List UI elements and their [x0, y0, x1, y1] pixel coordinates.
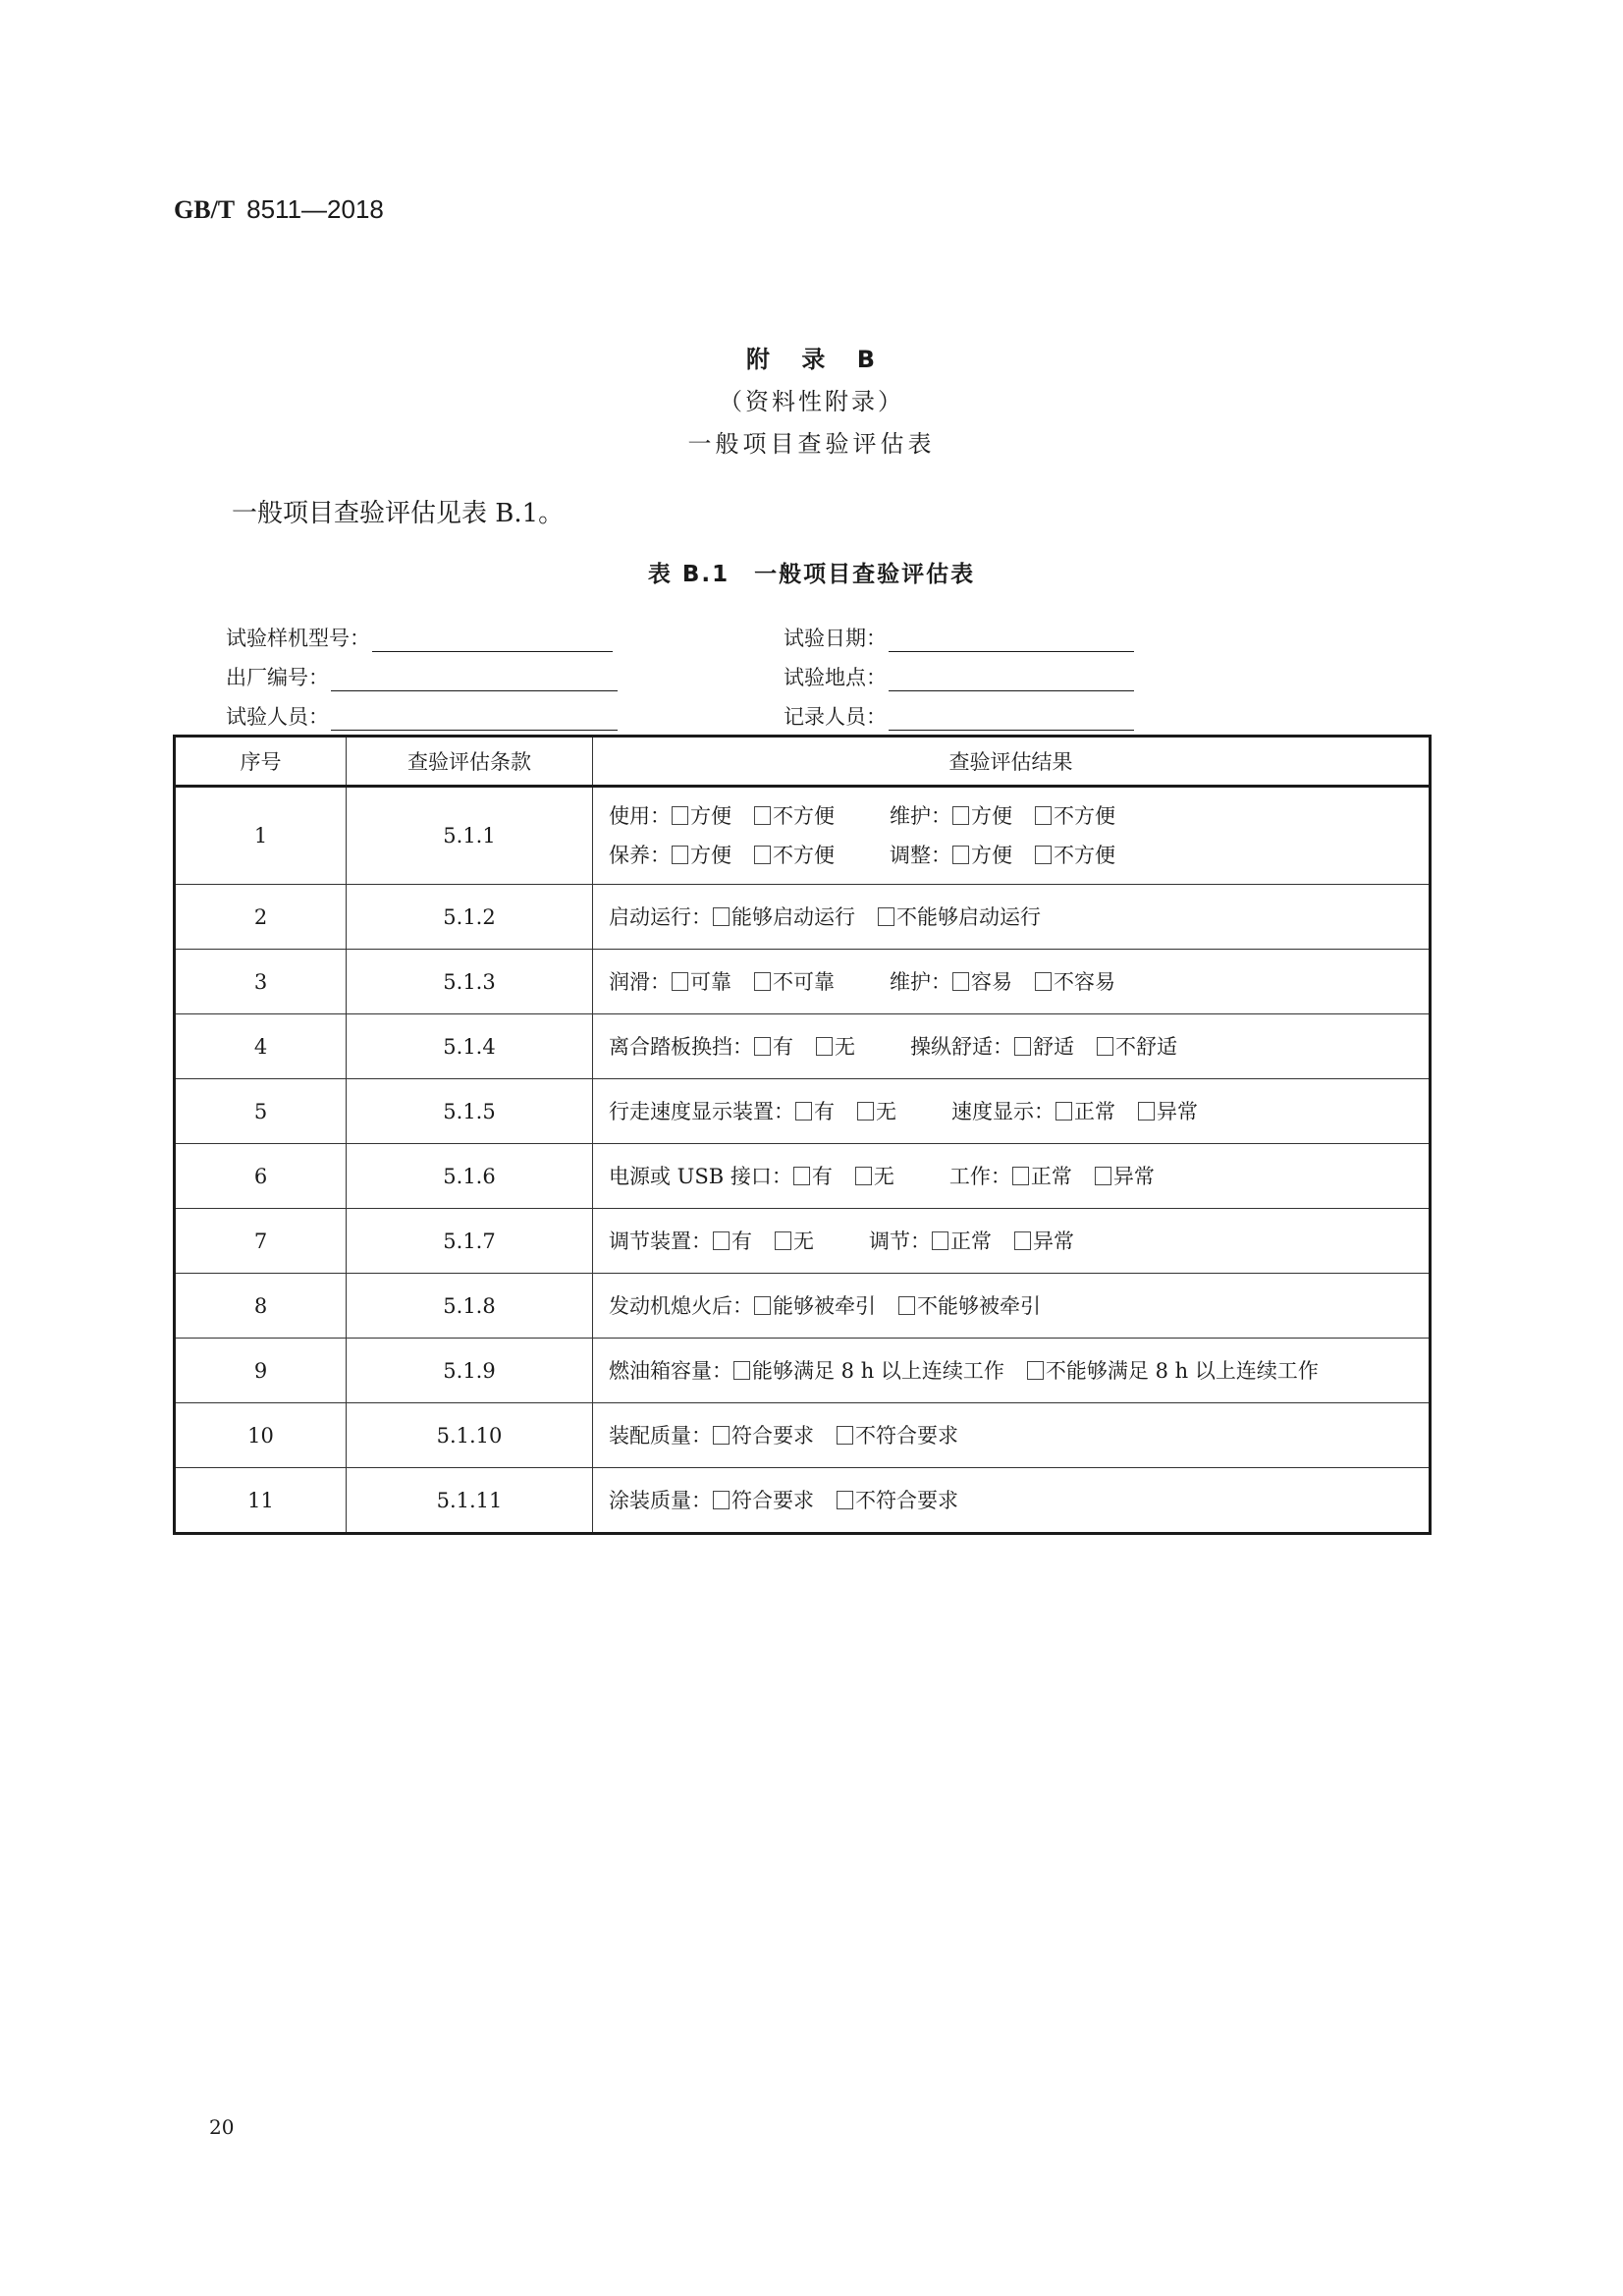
checkbox-option[interactable] [836, 1424, 958, 1448]
result-item-label: 使用： [609, 804, 671, 828]
checkbox-option-label: 不方便 [773, 844, 835, 867]
field-sample-model[interactable] [226, 625, 613, 652]
row-number: 5 [175, 1079, 347, 1144]
checkbox-option[interactable] [931, 1230, 992, 1253]
checkbox-icon[interactable] [713, 1491, 730, 1509]
checkbox-option[interactable] [753, 1035, 793, 1059]
checkbox-option[interactable] [1013, 1035, 1074, 1059]
row-clause: 5.1.2 [347, 885, 593, 950]
checkbox-option-label: 无 [793, 1229, 814, 1253]
checkbox-option[interactable] [671, 844, 731, 867]
checkbox-icon[interactable] [837, 1426, 853, 1445]
row-result [593, 787, 1431, 885]
checkbox-icon[interactable] [713, 1231, 730, 1250]
checkbox-option-label: 不能够启动运行 [896, 904, 1041, 929]
checkbox-option-label: 无 [873, 1164, 894, 1188]
checkbox-option[interactable] [794, 1100, 835, 1123]
checkbox-icon[interactable] [754, 1296, 771, 1315]
checkbox-option-label: 不符合要求 [855, 1423, 958, 1448]
field-blank[interactable] [889, 628, 1134, 652]
checkbox-option-label: 方便 [971, 804, 1012, 828]
checkbox-option-label: 舒适 [1033, 1034, 1074, 1059]
result-item-label: 行走速度显示装置： [609, 1099, 794, 1123]
checkbox-icon[interactable] [672, 806, 688, 825]
row-clause: 5.1.8 [347, 1274, 593, 1339]
row-number: 9 [175, 1339, 347, 1403]
row-clause: 5.1.9 [347, 1339, 593, 1403]
checkbox-option[interactable] [712, 1489, 814, 1512]
checkbox-option-label: 不可靠 [773, 969, 835, 994]
checkbox-option[interactable] [774, 1230, 814, 1253]
result-item-label: 润滑： [609, 969, 671, 994]
checkbox-option-label: 正常 [1030, 1164, 1072, 1188]
row-number: 1 [175, 787, 347, 885]
checkbox-icon[interactable] [952, 846, 969, 864]
checkbox-icon[interactable] [837, 1491, 853, 1509]
checkbox-icon[interactable] [793, 1167, 810, 1185]
table-row [175, 885, 1431, 950]
checkbox-option[interactable] [712, 1424, 814, 1448]
table-row [175, 1209, 1431, 1274]
annex-type: （资料性附录） [719, 388, 904, 415]
checkbox-option-label: 不能够满足 8 h 以上连续工作 [1045, 1358, 1319, 1383]
field-label: 试验样机型号： [226, 627, 370, 650]
result-item-label: 涂装质量： [609, 1488, 712, 1512]
row-number: 2 [175, 885, 347, 950]
checkbox-option[interactable] [1034, 970, 1115, 994]
table-caption: 表 B.1 一般项目查验评估表 [647, 562, 976, 587]
checkbox-option[interactable] [815, 1035, 855, 1059]
checkbox-icon[interactable] [795, 1102, 812, 1121]
checkbox-option[interactable] [792, 1165, 833, 1188]
standard-prefix: GB/T [174, 195, 236, 224]
checkbox-option-label: 不方便 [773, 804, 835, 828]
table-row [175, 1079, 1431, 1144]
checkbox-option-label: 有 [773, 1034, 793, 1059]
checkbox-option-label: 异常 [1033, 1229, 1074, 1253]
checkbox-option[interactable] [1013, 1230, 1074, 1253]
checkbox-option[interactable] [712, 905, 855, 929]
checkbox-option[interactable] [1026, 1359, 1319, 1383]
checkbox-option-label: 符合要求 [731, 1488, 814, 1512]
page-number: 20 [209, 2115, 235, 2139]
checkbox-option[interactable] [836, 1489, 958, 1512]
result-item-label: 保养： [609, 844, 671, 867]
result-line [609, 1286, 1429, 1326]
table-row [175, 787, 1431, 885]
checkbox-option[interactable] [732, 1359, 1004, 1383]
checkbox-icon[interactable] [754, 846, 771, 864]
table-row [175, 1468, 1431, 1534]
result-item-label: 调节装置： [609, 1229, 712, 1253]
checkbox-option-label: 能够启动运行 [731, 904, 855, 929]
field-blank[interactable] [331, 706, 618, 731]
checkbox-icon[interactable] [855, 1167, 872, 1185]
result-item-label: 维护： [890, 804, 951, 828]
row-number: 11 [175, 1468, 347, 1534]
checkbox-icon[interactable] [754, 1037, 771, 1056]
result-line [609, 1416, 1429, 1455]
checkbox-option[interactable] [856, 1100, 896, 1123]
checkbox-option-label: 能够被牵引 [773, 1293, 876, 1318]
row-number: 10 [175, 1403, 347, 1468]
result-item-label: 装配质量： [609, 1423, 712, 1448]
row-number: 8 [175, 1274, 347, 1339]
table-row [175, 1274, 1431, 1339]
checkbox-option-label: 不方便 [1054, 804, 1115, 828]
result-line [609, 836, 1429, 875]
checkbox-option-label: 正常 [1074, 1099, 1115, 1123]
result-line [609, 1481, 1429, 1520]
checkbox-option[interactable] [897, 1294, 1041, 1318]
checkbox-option[interactable] [753, 1294, 876, 1318]
checkbox-option-label: 不容易 [1054, 969, 1115, 994]
checkbox-icon[interactable] [775, 1231, 791, 1250]
checkbox-option-label: 可靠 [690, 969, 731, 994]
checkbox-option-label: 能够满足 8 h 以上连续工作 [752, 1358, 1004, 1383]
checkbox-icon[interactable] [754, 806, 771, 825]
row-clause: 5.1.4 [347, 1014, 593, 1079]
annex-title: 附 录 B [745, 346, 877, 373]
checkbox-option[interactable] [753, 844, 835, 867]
result-item-label: 调节： [869, 1229, 931, 1253]
checkbox-icon[interactable] [1035, 972, 1052, 991]
table-row [175, 1339, 1431, 1403]
field-label: 记录人员： [784, 705, 887, 729]
row-number: 3 [175, 950, 347, 1014]
row-number: 7 [175, 1209, 347, 1274]
checkbox-icon[interactable] [952, 806, 969, 825]
column-header-no: 序号 [175, 737, 347, 787]
column-header-clause: 查验评估条款 [347, 737, 593, 787]
checkbox-option-label: 正常 [950, 1229, 992, 1253]
result-line [609, 1157, 1429, 1196]
field-serial-number[interactable] [226, 664, 618, 691]
field-label: 试验地点： [784, 666, 887, 689]
row-result [593, 885, 1431, 950]
checkbox-icon[interactable] [857, 1102, 874, 1121]
checkbox-icon[interactable] [898, 1296, 915, 1315]
checkbox-option-label: 有 [731, 1229, 752, 1253]
row-result [593, 1403, 1431, 1468]
table-row [175, 1014, 1431, 1079]
checkbox-option[interactable] [951, 970, 1012, 994]
table-row [175, 950, 1431, 1014]
field-label: 试验人员： [226, 705, 329, 729]
row-clause: 5.1.1 [347, 787, 593, 885]
checkbox-icon[interactable] [754, 972, 771, 991]
result-item-label: 燃油箱容量： [609, 1358, 732, 1383]
result-line [609, 1092, 1429, 1131]
checkbox-option-label: 不符合要求 [855, 1488, 958, 1512]
field-blank[interactable] [331, 667, 618, 691]
checkbox-icon[interactable] [816, 1037, 833, 1056]
checkbox-option[interactable] [877, 905, 1041, 929]
field-recorder[interactable] [784, 703, 1134, 731]
field-blank[interactable] [889, 706, 1134, 731]
checkbox-icon[interactable] [932, 1231, 948, 1250]
table-row [175, 1144, 1431, 1209]
result-item-label: 调整： [890, 844, 951, 867]
checkbox-icon[interactable] [1035, 846, 1052, 864]
result-item-label: 启动运行： [609, 904, 712, 929]
result-item-label: 工作： [948, 1164, 1011, 1188]
checkbox-icon[interactable] [1097, 1037, 1113, 1056]
checkbox-icon[interactable] [1014, 1037, 1031, 1056]
checkbox-option-label: 不能够被牵引 [917, 1293, 1041, 1318]
checkbox-option-label: 方便 [690, 804, 731, 828]
result-item-label: 操纵舒适： [910, 1034, 1013, 1059]
row-result [593, 1209, 1431, 1274]
evaluation-table [173, 735, 1432, 1535]
checkbox-option-label: 不舒适 [1115, 1034, 1177, 1059]
row-clause: 5.1.7 [347, 1209, 593, 1274]
annex-name: 一般项目查验评估表 [687, 430, 936, 458]
result-line [609, 796, 1429, 836]
row-clause: 5.1.10 [347, 1403, 593, 1468]
checkbox-option[interactable] [951, 844, 1012, 867]
field-blank[interactable] [889, 667, 1134, 691]
row-result [593, 1014, 1431, 1079]
row-result [593, 1144, 1431, 1209]
checkbox-option[interactable] [753, 804, 835, 828]
checkbox-option-label: 异常 [1112, 1164, 1155, 1188]
row-result [593, 950, 1431, 1014]
row-result [593, 1079, 1431, 1144]
result-item-label: 速度显示： [951, 1099, 1055, 1123]
result-line [609, 1027, 1429, 1066]
checkbox-icon[interactable] [713, 1426, 730, 1445]
checkbox-option[interactable] [1094, 1165, 1155, 1188]
checkbox-icon[interactable] [878, 907, 894, 926]
result-line [609, 1351, 1429, 1391]
field-test-date[interactable] [784, 625, 1134, 652]
checkbox-icon[interactable] [1027, 1361, 1044, 1380]
checkbox-option-label: 容易 [971, 969, 1012, 994]
standard-code [174, 194, 384, 225]
checkbox-icon[interactable] [1014, 1231, 1031, 1250]
row-number: 4 [175, 1014, 347, 1079]
field-tester[interactable] [226, 703, 618, 731]
result-item-label: 维护： [890, 969, 951, 994]
checkbox-option[interactable] [854, 1165, 894, 1188]
checkbox-option-label: 异常 [1157, 1099, 1198, 1123]
row-clause: 5.1.3 [347, 950, 593, 1014]
checkbox-icon[interactable] [1138, 1102, 1155, 1121]
checkbox-option-label: 符合要求 [731, 1423, 814, 1448]
checkbox-option[interactable] [712, 1230, 752, 1253]
table-body [175, 787, 1431, 1534]
checkbox-option-label: 不方便 [1054, 844, 1115, 867]
checkbox-icon[interactable] [672, 846, 688, 864]
checkbox-option[interactable] [1034, 804, 1115, 828]
checkbox-option[interactable] [671, 970, 731, 994]
row-number: 6 [175, 1144, 347, 1209]
row-clause: 5.1.11 [347, 1468, 593, 1534]
table-header-row [175, 737, 1431, 787]
checkbox-icon[interactable] [1035, 806, 1052, 825]
checkbox-option[interactable] [671, 804, 731, 828]
checkbox-option[interactable] [753, 970, 835, 994]
result-item-label: 发动机熄火后： [609, 1293, 753, 1318]
result-line [609, 898, 1429, 937]
checkbox-icon[interactable] [1012, 1167, 1029, 1185]
checkbox-option[interactable] [1055, 1100, 1115, 1123]
result-line [609, 962, 1429, 1002]
field-test-location[interactable] [784, 664, 1134, 691]
checkbox-option[interactable] [1137, 1100, 1198, 1123]
result-item-label: 电源或 USB 接口： [609, 1164, 792, 1188]
checkbox-option[interactable] [1096, 1035, 1177, 1059]
result-line [609, 1222, 1429, 1261]
table-row [175, 1403, 1431, 1468]
result-item-label: 离合踏板换挡： [609, 1034, 753, 1059]
field-blank[interactable] [372, 628, 613, 652]
checkbox-option-label: 有 [811, 1164, 833, 1188]
checkbox-option[interactable] [951, 804, 1012, 828]
checkbox-icon[interactable] [952, 972, 969, 991]
checkbox-option-label: 方便 [690, 844, 731, 867]
checkbox-option-label: 有 [814, 1099, 835, 1123]
checkbox-icon[interactable] [1095, 1167, 1111, 1185]
row-clause: 5.1.5 [347, 1079, 593, 1144]
checkbox-icon[interactable] [1055, 1102, 1072, 1121]
checkbox-icon[interactable] [672, 972, 688, 991]
checkbox-icon[interactable] [733, 1361, 750, 1380]
checkbox-icon[interactable] [713, 907, 730, 926]
checkbox-option-label: 无 [876, 1099, 896, 1123]
row-clause: 5.1.6 [347, 1144, 593, 1209]
checkbox-option-label: 无 [835, 1034, 855, 1059]
intro-paragraph: 一般项目查验评估见表 B.1。 [232, 499, 565, 528]
row-result [593, 1468, 1431, 1534]
row-result [593, 1339, 1431, 1403]
column-header-result: 查验评估结果 [593, 737, 1431, 787]
checkbox-option[interactable] [1034, 844, 1115, 867]
field-label: 试验日期： [784, 627, 887, 650]
standard-number: 8511—2018 [246, 194, 384, 224]
checkbox-option[interactable] [1011, 1165, 1072, 1188]
checkbox-option-label: 方便 [971, 844, 1012, 867]
field-label: 出厂编号： [226, 666, 329, 689]
row-result [593, 1274, 1431, 1339]
